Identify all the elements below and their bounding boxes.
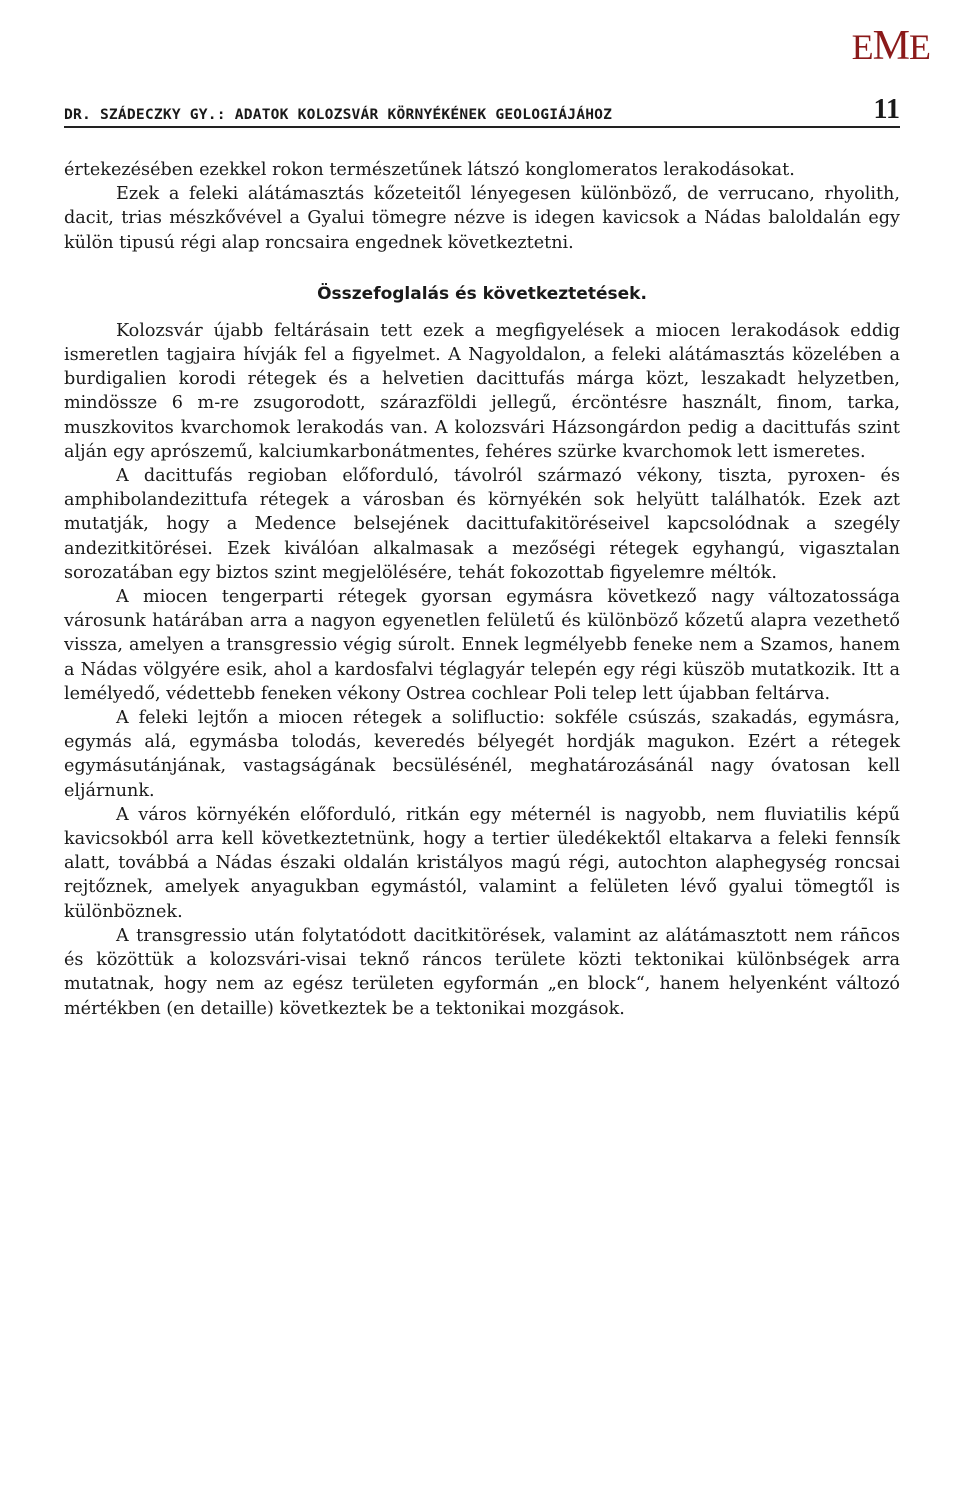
logo-letter-m: M — [872, 23, 909, 69]
article-body — [64, 158, 900, 1021]
paragraph-7: A város környékén előforduló, ritkán egy méternél is nagyobb, nem fluviatilis képű kavicsokból arra kell következtetnünk, hogy a tertier üledékektől eltakarva a feleki fennsík alatt, továbbá a Nádas északi oldalán kristályos magú régi, autochton alaphegység roncsai rejtőznek, amelyek anyagukban egymástól, valamint a felületen lévő gyalui tömegtől is különböznek. — [64, 804, 900, 922]
paragraph-5: A miocen tengerparti rétegek gyorsan egymásra következő nagy változatossága városunk határában arra a nagyon egyenetlen felületű és különböző kőzetű alapra vezethető vissza, amelyen a transgressio végig súrolt. Ennek legmélyebb feneke nem a Szamos, hanem a Nádas völgyére esik, ahol a kardosfalvi téglagyár telepén egy régi küszöb mutatkozik. Itt a lemélyedő, védettebb feneken vékony Ostrea cochlear Poli telep lett újabban feltárva. — [64, 587, 900, 704]
logo-letter-e2: E — [909, 27, 930, 67]
running-head — [64, 96, 900, 128]
paragraph-6: A feleki lejtőn a miocen rétegek a solifluctio: sokféle csúszás, szakadás, egymásra, egymás alá, egymásba tolodás, keveredés bélyegét hordják magukon. Ezért a rétegek egymásutánjának, vastagságának becsülésénél, meghatározásánál nagy óvatosan kell eljárnunk. — [64, 708, 900, 801]
logo-letter-e1: E — [851, 27, 873, 67]
paragraph-3: Kolozsvár újabb feltárásain tett ezek a megfigyelések a miocen lerakodások eddig ismeretlen tagjaira hívják fel a figyelmet. A Nagyoldalon, a feleki alátámasztás közelében a burdigalien korodi rétegek és a helvetien dacittufás márga közt, leszakadt helyzetben, mindössze 6 m-re zsugorodott, szárazföldi jellegű, ércöntésre használt, finom, tarka, muszkovitos kvarchomok lerakodás van. A kolozsvári Házsongárdon pedig a dacittufás szint alján egy aprószemű, kalciumkarbonátmentes, fehéres szürke kvarchomok lett ismeretes. — [64, 320, 900, 462]
paragraph-4: A dacittufás regioban előforduló, távolról származó vékony, tiszta, pyroxen- és amphibolandezittufa rétegek a városban és környékén sok helyütt találhatók. Ezek azt mutatják, hogy a Medence belsejének dacittufakitöréseivel kapcsolódnak a szegély andezitkitörései. Ezek kiválóan alkalmasak a mezőségi rétegek egyhangú, vigasztalan sorozatában egy biztos szint megjelölésére, tehát fokozottab figyelemre méltók. — [64, 466, 900, 583]
page-number: 11 — [873, 94, 900, 125]
section-heading: Összefoglalás és következtetések. — [317, 283, 647, 304]
paragraph-8: A transgressio után folytatódott dacitkitörések, valamint az alátámasztott nem rán̄cos és közöttük a kolozsvári-visai teknő ráncos területe közti tektonikai különbségek arra mutatnak, hogy nem az egész területen egyformán „en block“, hanem helyenként változó mértékben (en detaille) következtek be a tektonikai mozgások. — [64, 925, 900, 1019]
paragraph-2: Ezek a feleki alátámasztás kőzeteitől lényegesen különböző, de verrucano, rhyolith, dacit, trias mészkővével a Gyalui tömegre nézve is idegen kavicsok a Nádas baloldalán egy külön tipusú régi alap roncsaira engednek következtetni. — [64, 184, 900, 253]
publisher-logo — [852, 22, 930, 70]
paragraph-1: értekezésében ezekkel rokon természetűnek látszó konglomeratos lerakodásokat. — [64, 160, 795, 180]
running-title: DR. SZÁDECZKY GY.: ADATOK KOLOZSVÁR KÖRNYÉKÉNEK GEOLOGIÁJÁHOZ — [64, 106, 613, 123]
